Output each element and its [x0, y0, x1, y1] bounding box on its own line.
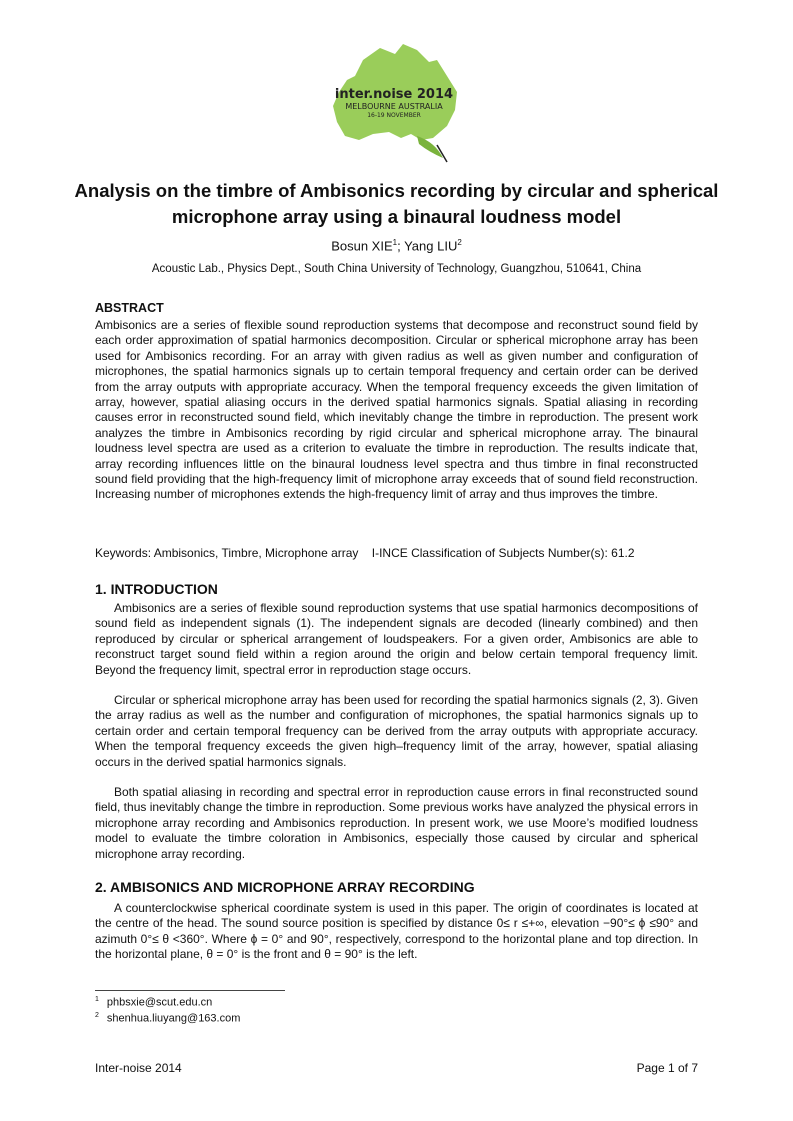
footer-page-number: Page 1 of 7	[636, 1061, 698, 1075]
author-separator: ;	[397, 238, 405, 254]
authors	[60, 238, 733, 253]
footnote-1-mark: 1	[95, 996, 99, 1003]
section-2-paragraph-1: A counterclockwise spherical coordinate system is used in this paper. The origin of coordinates is located at the centre of the head. The sound source position is specified by distance 0≤ r ≤+∞, elevation −90°≤ ϕ ≤90° and azimuth 0°≤ θ <360°. Where ϕ = 0° and 90°, respectively, correspond to the horizontal plane and top direction. In the horizontal plane, θ = 0° is the front and θ = 90° is the left.	[95, 901, 698, 962]
footnote-2-email: shenhua.liuyang@163.com	[106, 1012, 241, 1025]
section-1-heading: 1. INTRODUCTION	[95, 581, 218, 597]
footnote-1	[95, 996, 212, 1009]
abstract-heading: ABSTRACT	[95, 301, 164, 315]
author-2-mark: 2	[457, 238, 462, 247]
author-1: Bosun XIE	[331, 238, 393, 254]
footnote-rule	[95, 990, 285, 991]
author-2: Yang LIU	[404, 238, 458, 254]
footer-conference: Inter-noise 2014	[95, 1061, 182, 1075]
footnote-2	[95, 1012, 240, 1025]
abstract-text: Ambisonics are a series of flexible sound reproduction systems that decompose and reconstruct sound field by each order approximation of spatial harmonics decomposition. Circular or spherical microphone array has been used for Ambisonics recording. For an array with given radius as well as given number and configuration of microphones, the spatial harmonics signals up to certain temporal frequency and certain order can be derived from the array outputs with appropriate accuracy. When the temporal frequency exceeds the given limitation of array, however, spatial aliasing occurs in the derived spatial harmonics signals. Spatial aliasing in recording causes error in reconstructed sound field, which inevitably change the timbre in reproduction. The present work analyzes the timbre in Ambisonics recording by rigid circular and spherical microphone array. The binaural loudness level spectra are used as a criterion to evaluate the timbre in reproduction. The results indicate that, array recording influences little on the binaural loudness level spectra and thus timbre in final reconstructed sound field providing that the high-frequency limit of microphone array exceeds that of sound field reconstruction. Increasing number of microphones extends the high-frequency limit of array and thus improves the timbre.	[95, 318, 698, 502]
section-2-heading: 2. AMBISONICS AND MICROPHONE ARRAY RECORDING	[95, 879, 475, 895]
paper-title: Analysis on the timbre of Ambisonics recording by circular and spherical microphone array using a binaural loudness model	[74, 180, 719, 227]
logo-title: inter.noise 2014	[334, 87, 454, 102]
section-1-paragraph-2: Circular or spherical microphone array has been used for recording the spatial harmonics signals (2, 3). Given the array radius as well as the number and configuration of microphones, the spatial harmonics signals up to certain order and certain temporal frequency can be derived from the array outputs with appropriate accuracy. When the temporal frequency exceeds the given high–frequency limit of the array, however, spatial aliasing occurs in the derived spatial harmonics signals.	[95, 693, 698, 769]
author-1-mark: 1	[392, 238, 398, 247]
logo-text	[334, 88, 454, 120]
logo-location: MELBOURNE AUSTRALIA	[345, 102, 443, 111]
affiliation: Acoustic Lab., Physics Dept., South China University of Technology, Guangzhou, 510641, China	[151, 263, 642, 275]
footnote-1-email: phbsxie@scut.edu.cn	[106, 996, 213, 1009]
section-1-paragraph-3: Both spatial aliasing in recording and spectral error in reproduction cause errors in final reconstructed sound field, thus inevitably change the timbre in reproduction. Some previous works have analyzed the physical errors in microphone array recording and Ambisonics reproduction. In present work, we use Moore’s modified loudness model to evaluate the timbre coloration in Ambisonics, especially those caused by circular and spherical microphone array recording.	[95, 785, 698, 861]
footnote-2-mark: 2	[95, 1012, 99, 1019]
section-1-paragraph-1: Ambisonics are a series of flexible sound reproduction systems that use spatial harmonics decompositions of sound field as independent signals (1). The independent signals are decoded (linearly combined) and then reproduced by circular or spherical arrangement of loudspeakers. For a given order, Ambisonics are able to reconstruct target sound field within a region around the origin and below certain temporal frequency limit. Beyond the frequency limit, spectral error in reproduction stage occurs.	[95, 601, 698, 677]
logo-dates: 16-19 NOVEMBER	[367, 112, 421, 119]
keywords: Keywords: Ambisonics, Timbre, Microphone array I-INCE Classification of Subjects Number(s): 61.2	[95, 546, 635, 560]
boomerang-shape	[417, 136, 443, 158]
